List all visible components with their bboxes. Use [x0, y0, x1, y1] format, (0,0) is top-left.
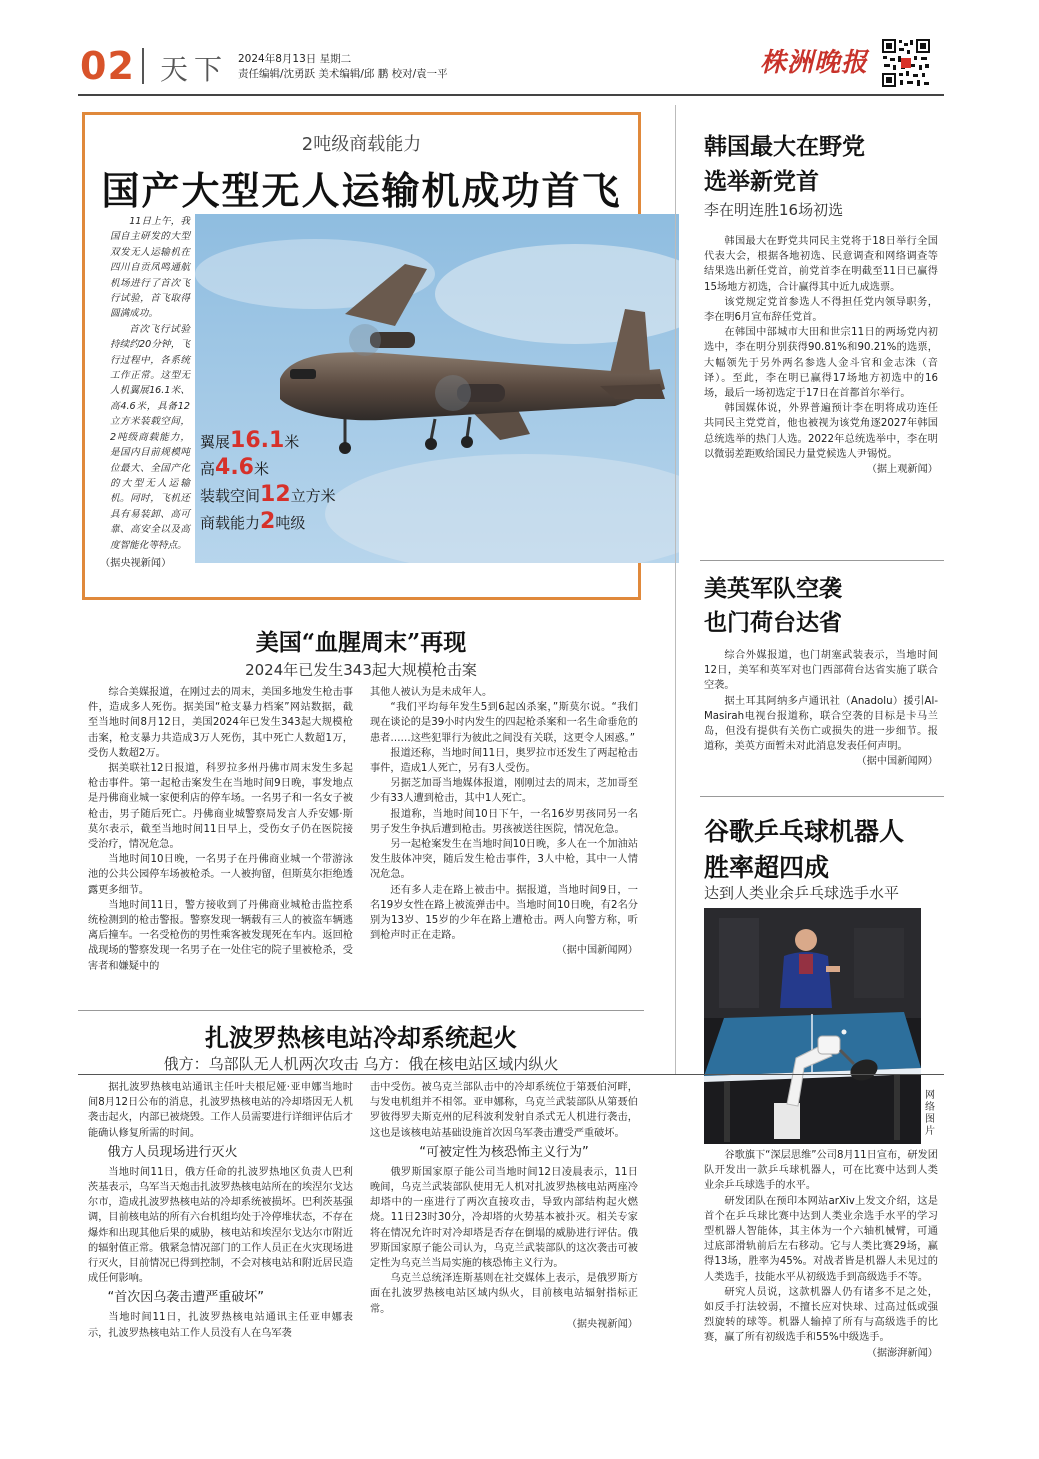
feature-source: （据央视新闻） [100, 558, 172, 569]
nuclear-subhead-1: 俄方人员现场进行灭火 [107, 1144, 238, 1160]
yemen-body: 综合外媒报道，也门胡塞武装表示，当地时间12日，美军和英军对也门西部荷台达省实施了联合空袭。 据土耳其阿纳多卢通讯社（Anadolu）援引Al-Masirah电视台报道称，联合空袭的目标是卡马兰岛，但没有提供有关伤亡或损失的进一步细节。报道称，美英方面暂未对此消息发表任何声明。 （据中国新闻网） [704, 650, 938, 768]
feature-kicker: 2吨级商载能力 [301, 134, 422, 155]
yemen-source: （据中国新闻网） [856, 756, 938, 768]
spec-payload: 商载能力2吨级 [200, 509, 306, 534]
nuclear-col1: 据扎波罗热核电站通讯主任叶夫根尼娅·亚申娜当地时间8月12日公布的消息，扎波罗热核电站的冷却塔因无人机袭击起火，内部已被烧毁。工作人员需要进行详细评估后才能确认修复所需的时间。 俄方人员现场进行灭火 当地时间11日，俄方任命的扎波罗热地区负责人巴利茨基表示，乌军当天炮击扎波罗热核电站所在的埃涅尔戈达尔市，造成扎波罗热核电站的冷却系统被损坏。巴利茨基强调，目前核电站的所有六台机组均处于冷停堆状态，不存在爆炸和出现其他后果的威胁，核电站和埃涅尔戈达尔市附近的辐射值正常。俄紧急情况部门的工作人员正在火灾现场进行灭火，目前情况已得到控制，不会对核电站和附近居民造成任何影响。 “首次因乌袭击遭严重破坏” 当地时间11日，扎波罗热核电站通讯主任亚申娜表示，扎波罗热核电站工作人员没有人在乌军袭 [88, 1082, 353, 1339]
feature-headline: 国产大型无人运输机成功首飞 [101, 169, 622, 213]
issue-date: 2024年8月13日 星期二 [238, 53, 352, 65]
usa-source: （据中国新闻网） [556, 945, 638, 957]
section-title: 天下 [160, 53, 229, 86]
korea-subtitle: 李在明连胜16场初选 [704, 201, 844, 219]
photo-credit: 网络图片 [925, 1090, 935, 1137]
usa-col2: 其他人被认为是未成年人。 “我们平均每年发生5到6起凶杀案，”斯莫尔说。“我们现在谈论的是39小时内发生的四起枪杀案和一名生命垂危的患者……这些犯罪行为彼此之间没有关联，这更令人困惑。” 报道还称，当地时间11日，奥罗拉市还发生了两起枪击事件，造成1人死亡，另有3人受伤。 另据芝加哥当地媒体报道，刚刚过去的周末，芝加哥至少有33人遭到枪击，其中1人死亡。 报道称，当地时间10日下午，一名16岁男孩同另一名男子发生争执后遭到枪击。男孩被送往医院，情况危急。 另一起枪案发生在当地时间10日晚，多人在一个加油站发生肢体冲突，随后发生枪击事件，3人中枪，其中一人情况危急。 还有多人走在路上被击中。据报道，当地时间9日，一名19岁女性在路上被流弹击中。当地时间10日晚，有2名分别为13岁、15岁的少年在路上遭枪击。两人向警方称，听到枪声时正在走路。 （据中国新闻网） [370, 687, 638, 957]
newspaper-logo: 株洲晚报 [760, 48, 869, 78]
spec-cargo-space: 装载空间12立方米 [200, 482, 336, 507]
editors-line: 责任编辑/沈勇跃 美术编辑/邱 鹏 校对/袁一平 [238, 68, 448, 80]
feature-body: 11日上午，我国自主研发的大型双发无人运输机在四川自贡凤鸣通航机场进行了首次飞行试验，首飞取得圆满成功。 首次飞行试验持续约20分钟，飞行过程中，各系统工作正常。这型无人机翼展16.1米、高4.6米，具备12立方米装载空间，2吨级商载能力，是国内目前规模吨位最大、全国产化的大型无人运输机。同时，飞机还具有易装卸、高可靠、高安全以及高度智能化等特点。 [110, 216, 190, 551]
korea-source: （据上观新闻） [866, 464, 938, 476]
google-headline-1: 谷歌乒乓球机器人 [704, 817, 905, 846]
nuclear-subtitle: 俄方：乌部队无人机两次攻击 乌方：俄在核电站区域内纵火 [163, 1055, 559, 1073]
nuclear-subhead-3: “可被定性为核恐怖主义行为” [419, 1144, 589, 1160]
korea-headline-2: 选举新党首 [704, 168, 819, 195]
google-source: （据澎湃新闻） [866, 1347, 938, 1359]
usa-subtitle: 2024年已发生343起大规模枪击案 [245, 661, 477, 679]
spec-list [200, 428, 400, 536]
robot-photo [704, 908, 921, 1144]
page-number: 02 [80, 44, 135, 88]
google-body: 谷歌旗下“深层思维”公司8月11日宣布，研发团队开发出一款乒乓球机器人，可在比赛中达到人类业余乒乓球选手的水平。 研发团队在预印本网站arXiv上发文介绍，这是首个在乒乓球比赛中达到人类业余选手水平的学习型机器人智能体，其主体为一个六轴机械臂，可通过底部滑轨前后左右移动。它与人类比赛29场，赢得13场，胜率为45%。对战者皆是机器人未见过的人类选手，技能水平从初级选手到高级选手不等。 研究人员说，这款机器人仍有诸多不足之处，如反手打法较弱，不擅长应对快球、过高过低或强烈旋转的球等。机器人输掉了所有与高级选手的比赛，赢了所有初级选手和55%中级选手。 （据澎湃新闻） [704, 1150, 938, 1359]
google-subtitle: 达到人类业余乒乓球选手水平 [704, 884, 900, 902]
korea-headline-1: 韩国最大在野党 [704, 133, 865, 160]
google-headline-2: 胜率超四成 [704, 853, 830, 882]
spec-height: 高4.6米 [200, 455, 270, 480]
nuclear-subhead-2: “首次因乌袭击遭严重破坏” [107, 1290, 264, 1306]
qr-code-icon [881, 38, 931, 88]
usa-headline: 美国“血腥周末”再现 [255, 629, 467, 656]
korea-body: 韩国最大在野党共同民主党将于18日举行全国代表大会，根据各地初选、民意调查和网络调查等结果选出新任党首，前党首李在明截至11日已赢得15场地方初选，合计赢得其中近九成选票。 该党规定党首参选人不得担任党内领导职务，李在明6月宣布辞任党首。 在韩国中部城市大田和世宗11日的两场党内初选中，李在明分别获得90.81%和90.21%的选票，大幅领先于另外两名参选人金斗官和金志洙（音译）。至此，李在明已赢得17场地方初选中的16场，最后一场初选定于17日在首都首尔举行。 韩国媒体说，外界普遍预计李在明将成功连任共同民主党党首，他也被视为该党角逐2027年韩国总统选举的热门人选。2022年总统选举中，李在明以微弱差距败给国民力量党候选人尹锡悦。 （据上观新闻） [704, 236, 938, 476]
usa-col1: 综合美媒报道，在刚过去的周末，美国多地发生枪击事件，造成多人死伤。据美国“枪支暴力档案”网站数据，截至当地时间8月12日，美国2024年已发生343起大规模枪击案，枪支暴力共造成3万人死伤，其中死亡人数超1万，受伤人数超2万。 据美联社12日报道，科罗拉多州丹佛市周末发生多起枪击事件。第一起枪击案发生在当地时间9日晚，事发地点是丹佛商业城一家便利店的停车场。一名男子和一名女子被枪击，男子随后死亡。丹佛商业城警察局发言人乔安娜·斯莫尔表示，截至当地时间11日早上，受伤女子仍在医院接受治疗，情况危急。 当地时间10日晚，一名男子在丹佛商业城一个带游泳池的公共公园停车场被枪杀。一人被拘留，但斯莫尔拒绝透露更多细节。 当地时间11日，警方接收到了丹佛商业城枪击监控系统检测到的枪击警报。警察发现一辆载有三人的被盗车辆逃离后撞车。一名受枪伤的男性乘客被发现死在车内。返回枪战现场的警察发现一名男子在一处住宅的院子里被枪杀，受害者和嫌疑中的 [88, 687, 353, 972]
yemen-headline-2: 也门荷台达省 [704, 609, 842, 636]
nuclear-source: （据央视新闻） [566, 1318, 638, 1330]
yemen-headline-1: 美英军队空袭 [704, 575, 842, 602]
spec-wingspan: 翼展16.1米 [200, 428, 300, 453]
nuclear-col2: 击中受伤。被乌克兰部队击中的冷却系统位于第聂伯河畔，与发电机组并不相邻。亚申娜称，乌克兰武装部队从第聂伯罗彼得罗夫斯克州的尼科波利发射自杀式无人机进行袭击，这也是该核电站基础设施首次因乌军袭击遭受严重破坏。 “可被定性为核恐怖主义行为” 俄罗斯国家原子能公司当地时间12日凌晨表示，11日晚间，乌克兰武装部队使用无人机对扎波罗热核电站两座冷却塔中的一座进行了两次直接攻击，导致内部结构起火燃烧。11日23时30分，冷却塔的火势基本被扑灭。相关专家将在情况允许时对冷却塔是否存在倒塌的威胁进行评估。俄罗斯国家原子能公司认为，乌克兰武装部队的这次袭击可被定性为乌克兰当局实施的核恐怖主义行为。 乌克兰总统泽连斯基则在社交媒体上表示，是俄罗斯方面在扎波罗热核电站区域内纵火，目前核电站辐射指标正常。 （据央视新闻） [370, 1082, 638, 1330]
nuclear-headline: 扎波罗热核电站冷却系统起火 [205, 1023, 517, 1052]
